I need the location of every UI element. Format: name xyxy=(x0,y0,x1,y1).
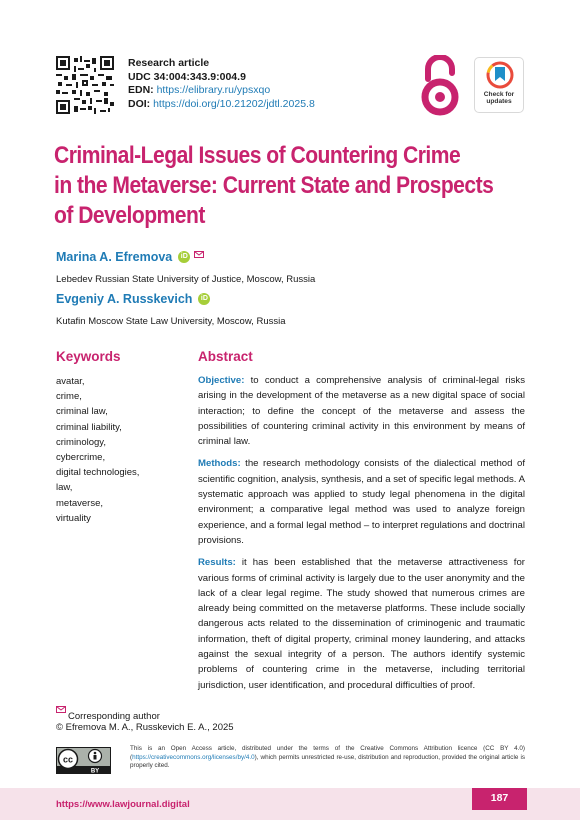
article-title xyxy=(54,141,494,231)
abstract-results xyxy=(198,555,525,693)
author-2 xyxy=(56,292,210,306)
author-affiliation: Kutafin Moscow State Law University, Moscow, Russia xyxy=(56,316,286,327)
license-text xyxy=(130,745,525,771)
keywords-heading: Keywords xyxy=(56,349,121,364)
author-name: Evgeniy A. Russkevich xyxy=(56,292,193,306)
abstract-heading: Abstract xyxy=(198,349,253,364)
objective-text: to conduct a comprehensive analysis of criminal-legal risks arising in the development of the metaverse as a new digital space of social interaction; to define the concept of the metaverse and assess the possibilities of countering criminal activity in this environment by means of criminal law. xyxy=(198,375,525,448)
keyword-item: cybercrime, xyxy=(56,452,106,464)
page-number: 187 xyxy=(472,788,527,810)
edn-label: EDN: xyxy=(128,84,154,97)
journal-url[interactable]: https://www.lawjournal.digital xyxy=(56,799,190,810)
doi-link[interactable]: https://doi.org/10.21202/jdtl.2025.8 xyxy=(153,97,315,110)
orcid-icon[interactable]: iD xyxy=(198,293,210,305)
keyword-item: criminal liability, xyxy=(56,421,122,433)
edn-link[interactable]: https://elibrary.ru/ypsxqo xyxy=(156,84,271,97)
title-line: Criminal-Legal Issues of Countering Crime xyxy=(54,142,461,169)
open-access-icon xyxy=(418,55,462,117)
keyword-item: criminal law, xyxy=(56,406,108,418)
keywords-list xyxy=(56,374,139,526)
keyword-item: crime, xyxy=(56,391,82,403)
license-part: This is an Open Access article, distributed under the terms of the Creative Commons Attribution licence (CC BY 4.0) ( xyxy=(130,745,525,761)
keyword-item: digital technologies, xyxy=(56,467,140,479)
results-label: Results: xyxy=(198,557,236,569)
article-type: Research article xyxy=(128,57,210,69)
check-for-updates-icon xyxy=(475,58,525,90)
mail-icon xyxy=(56,706,66,713)
udc-code: UDC 34:004:343.9:004.9 xyxy=(128,70,246,83)
check-for-updates-line: updates xyxy=(486,98,512,106)
objective-label: Objective: xyxy=(198,375,245,386)
title-line: of Development xyxy=(54,202,205,229)
author-affiliation: Lebedev Russian State University of Justice, Moscow, Russia xyxy=(56,274,316,285)
check-for-updates-label xyxy=(475,91,523,106)
keyword-item: avatar, xyxy=(56,376,85,387)
license-link[interactable]: https://creativecommons.org/licenses/by/4.0 xyxy=(132,753,255,761)
abstract-body xyxy=(198,373,525,700)
cc-by-license-icon[interactable] xyxy=(56,747,111,774)
methods-text: the research methodology consists of the dialectical method of scientific cognition, analysis, synthesis, and a set of specific legal methods. A systematic approach was applied to study legal phenomena in the digital environment; a comparative legal method was used to analyze foreign experience, and a formal legal method – to interpret regulations and doctrinal provisions. xyxy=(198,458,525,546)
doi-label: DOI: xyxy=(128,97,151,110)
orcid-icon[interactable]: iD xyxy=(178,251,190,263)
title-line: in the Metaverse: Current State and Prospects xyxy=(54,172,494,199)
copyright-text: © Efremova M. A., Russkevich E. A., 2025 xyxy=(56,722,234,733)
by-text: BY xyxy=(90,768,100,774)
article-meta xyxy=(128,57,315,111)
cc-text: cc xyxy=(62,754,74,765)
corresponding-author-note xyxy=(56,706,160,722)
keyword-item: virtuality xyxy=(56,512,91,524)
keyword-item: law, xyxy=(56,482,73,494)
methods-label: Methods: xyxy=(198,458,241,470)
keyword-item: criminology, xyxy=(56,436,106,448)
mail-icon[interactable] xyxy=(194,251,204,258)
license-part: ), which permits unrestricted re-use, distribution and reproduction, provided the original article is properly cited. xyxy=(130,753,525,770)
check-for-updates-badge[interactable] xyxy=(474,57,524,113)
results-text: it has been established that the metaverse attractiveness for various forms of criminal activity is largely due to the user anonymity and the lack of a clear legal regime. The study showed that numerous crimes are already being committed on the metaverse platforms. These include socially dangerous acts related to the dissemination of criminogenic and traumatic information, theft of digital property, criminal money laundering, and attacks against the sexual integrity of a person. The authors identify systemic problems of countering crime in the metaverse, including territorial jurisdiction, user identification, and procedural difficulties of proof. xyxy=(198,557,525,691)
qr-code-icon xyxy=(56,56,114,114)
keyword-item: metaverse, xyxy=(56,497,103,509)
abstract-objective xyxy=(198,373,525,449)
author-name: Marina A. Efremova xyxy=(56,250,173,264)
abstract-methods xyxy=(198,456,525,548)
author-1 xyxy=(56,250,204,264)
check-for-updates-line: Check for xyxy=(483,91,515,98)
corresponding-author-text: Corresponding author xyxy=(68,711,160,722)
